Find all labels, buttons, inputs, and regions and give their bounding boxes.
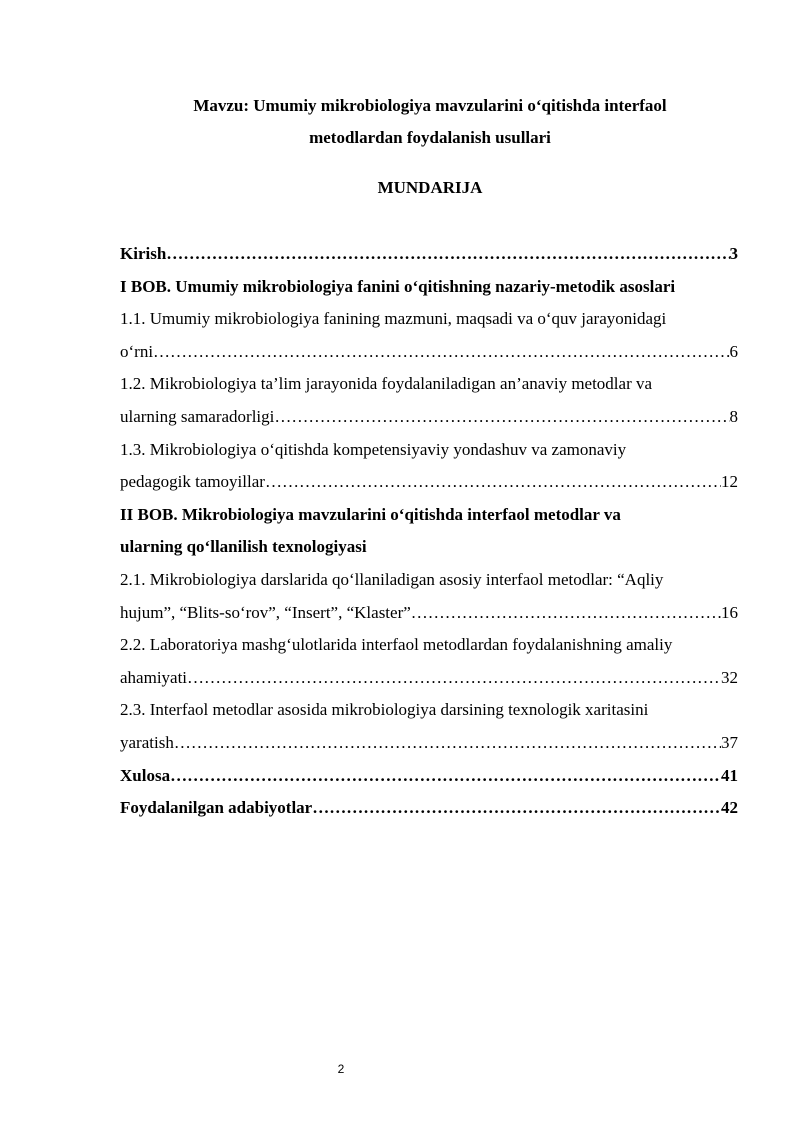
toc-page-number: 6 <box>729 341 738 361</box>
toc-entry-label: pedagogik tamoyillar <box>120 472 265 492</box>
toc-entry-2-3 <box>120 727 738 760</box>
toc-page-number: 16 <box>721 602 738 622</box>
dot-leader <box>265 466 721 499</box>
toc-chapter-1: I BOB. Umumiy mikrobiologiya fanini o‘qitishning nazariy-metodik asoslari <box>120 276 676 296</box>
toc-entry-1-1 <box>120 336 738 369</box>
toc-page-number: 12 <box>721 472 738 492</box>
toc-entry-1-2 <box>120 401 738 434</box>
toc-section-1-3-line: 1.3. Mikrobiologiya o‘qitishda kompetensiyaviy yondashuv va zamonaviy <box>120 439 627 459</box>
toc-page-number: 8 <box>729 406 738 426</box>
toc-section-1-2-line: 1.2. Mikrobiologiya ta’lim jarayonida foydalaniladigan an’anaviy metodlar va <box>120 374 653 394</box>
dot-leader <box>174 727 721 760</box>
toc-entry-label: ahamiyati <box>120 667 188 687</box>
toc-entry-1-3 <box>120 466 738 499</box>
toc-page-number: 41 <box>721 765 738 785</box>
toc-page-number: 37 <box>721 732 738 752</box>
toc-entry-label: yaratish <box>120 732 174 752</box>
toc-section-1-1-line: 1.1. Umumiy mikrobiologiya fanining mazmuni, maqsadi va o‘quv jarayonidagi <box>120 309 667 329</box>
toc-entry-xulosa <box>120 760 738 793</box>
dot-leader <box>187 662 721 695</box>
dot-leader <box>274 401 729 434</box>
dot-leader <box>312 792 721 825</box>
toc-entry-label: Foydalanilgan adabiyotlar <box>120 798 313 818</box>
toc-section-2-1-line: 2.1. Mikrobiologiya darslarida qo‘llaniladigan asosiy interfaol metodlar: “Aqliy <box>120 569 664 589</box>
dot-leader <box>153 336 729 369</box>
toc-entry-label: o‘rni <box>120 341 154 361</box>
toc-entry-label: Xulosa <box>120 765 171 785</box>
toc-entry-label: ularning samaradorligi <box>120 406 275 426</box>
toc-page-number: 3 <box>729 244 738 263</box>
title-line-2: metodlardan foydalanish usullari <box>309 128 551 147</box>
page-number: 2 <box>337 1062 345 1076</box>
toc-page-number: 32 <box>721 667 738 687</box>
toc-entry-kirish <box>120 238 738 271</box>
toc-chapter-2-line-1: II BOB. Mikrobiologiya mavzularini o‘qitishda interfaol metodlar va <box>120 504 621 524</box>
table-of-contents <box>120 238 738 825</box>
toc-heading: MUNDARIJA <box>377 178 483 197</box>
toc-section-2-2-line: 2.2. Laboratoriya mashg‘ulotlarida interfaol metodlardan foydalanishning amaliy <box>120 635 673 655</box>
toc-page-number: 42 <box>721 798 738 818</box>
dot-leader <box>170 760 721 793</box>
dot-leader <box>166 238 729 271</box>
toc-entry-2-1 <box>120 597 738 630</box>
toc-section-2-3-line: 2.3. Interfaol metodlar asosida mikrobiologiya darsining texnologik xaritasini <box>120 700 649 720</box>
toc-entry-2-2 <box>120 662 738 695</box>
toc-entry-adabiyotlar <box>120 792 738 825</box>
dot-leader <box>411 597 721 630</box>
title-line-1: Mavzu: Umumiy mikrobiologiya mavzularini o‘qitishda interfaol <box>193 96 667 115</box>
document-title <box>120 90 740 154</box>
toc-entry-label: Kirish <box>120 244 167 263</box>
toc-chapter-2-line-2: ularning qo‘llanilish texnologiyasi <box>120 537 367 557</box>
toc-entry-label: hujum”, “Blits-so‘rov”, “Insert”, “Klaster” <box>120 602 411 622</box>
